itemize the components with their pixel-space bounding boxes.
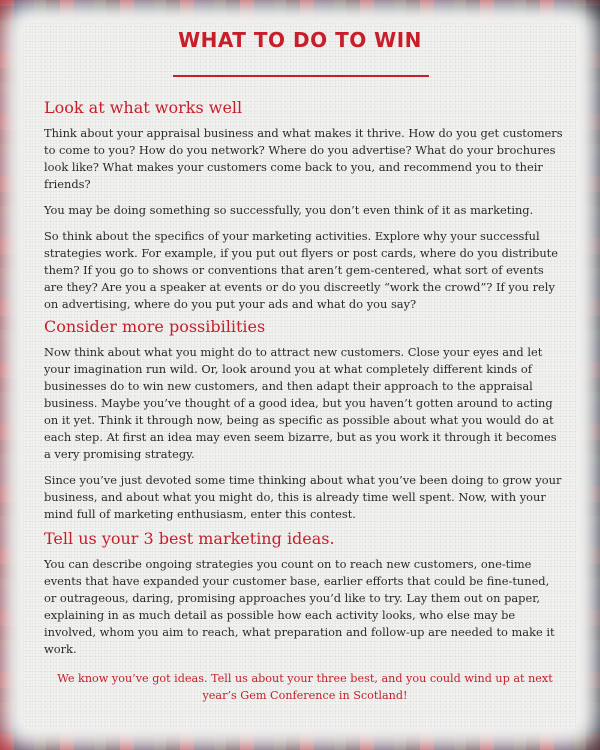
section-tell-us-ideas — [44, 529, 564, 658]
paragraph: You may be doing something so successfully, you don’t even think of it as marketing. — [44, 203, 534, 217]
section-heading: Consider more possibilities — [44, 317, 266, 336]
section-heading: Look at what works well — [44, 98, 243, 117]
article-body — [44, 98, 564, 667]
section-heading: Tell us your 3 best marketing ideas. — [44, 529, 335, 548]
paragraph: So think about the specifics of your marketing activities. Explore why your successful strategies work. For example, if you put out flyers or post cards, where do you distribute them? If you go to shows or conventions that aren’t gem-centered, what sort of events are they? Are you a speaker at events or do you discreetly “work the crowd”? If you rely on advertising, where do you put your ads and what do you say? — [44, 229, 558, 311]
paragraph: Since you’ve just devoted some time thinking about what you’ve been doing to grow your business, and about what you might do, this is already time well spent. Now, with your mind full of marketing enthusiasm, enter this contest. — [44, 473, 562, 521]
paragraph: You can describe ongoing strategies you count on to reach new customers, one-time events that have expanded your customer base, earlier efforts that could be fine-tuned, or outrageous, daring, promising approaches you’d like to try. Lay them out on paper, explaining in as much detail as possible how each activity looks, who else may be involved, whom you aim to reach, what preparation and follow-up are needed to make it work. — [44, 557, 555, 656]
title-underline — [173, 75, 429, 77]
page-title: WHAT TO DO TO WIN — [178, 28, 422, 52]
section-look-at-what-works — [44, 98, 564, 313]
paragraph: Now think about what you might do to attract new customers. Close your eyes and let your imagination run wild. Or, look around you at what completely different kinds of businesses do to win new customers, and then adapt their approach to the appraisal business. Maybe you’ve thought of a good idea, but you haven’t gotten around to acting on it yet. Think it through now, being as specific as possible about what you would do at each step. At first an idea may even seem bizarre, but as you work it through it becomes a very promising strategy. — [44, 345, 557, 461]
section-consider-possibilities — [44, 317, 564, 523]
paragraph: Think about your appraisal business and what makes it thrive. How do you get customers to come to you? How do you network? Where do you advertise? What do your brochures look like? What makes your customers come back to you, and recommend you to their friends? — [44, 126, 563, 191]
closing-statement: We know you’ve got ideas. Tell us about your three best, and you could wind up at next year’s Gem Conference in Scotland! — [57, 672, 553, 702]
